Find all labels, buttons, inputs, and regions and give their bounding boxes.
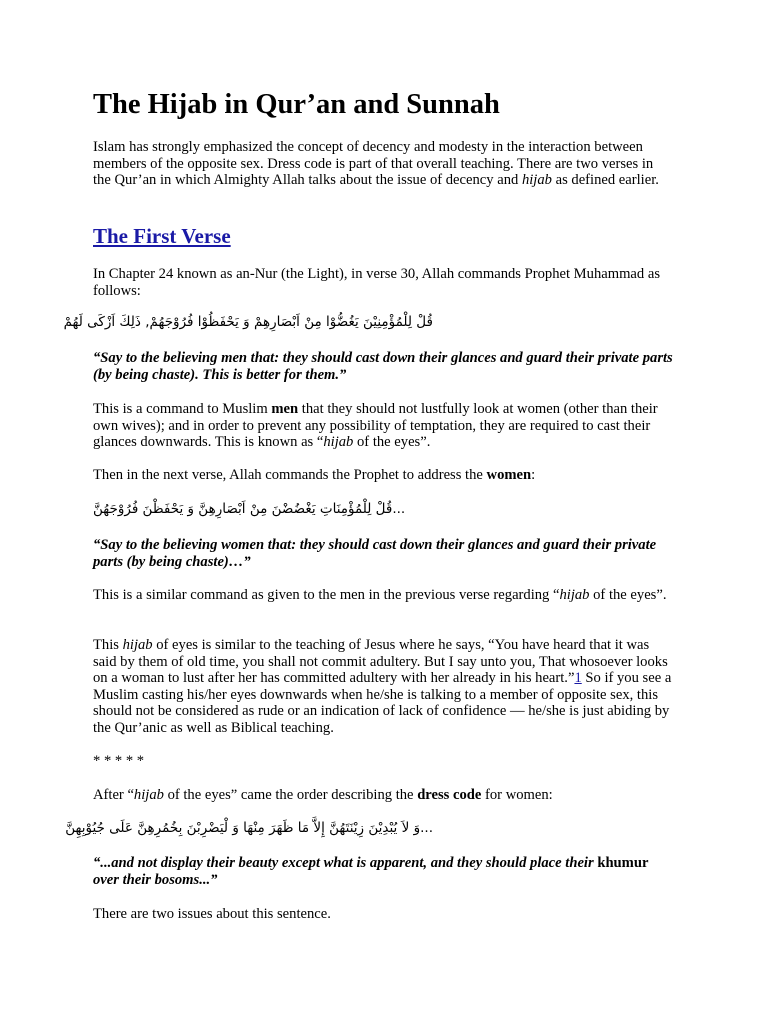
- after-bold-dress-code: dress code: [417, 787, 482, 803]
- quote3-text-a: “...and not display their beauty except what is apparent, and they should place their: [93, 855, 598, 871]
- men-paragraph: [93, 401, 673, 451]
- after-text-a: After “: [93, 787, 134, 803]
- chapter-paragraph: In Chapter 24 known as an-Nur (the Light), in verse 30, Allah commands Prophet Muhammad as follows:: [93, 266, 661, 299]
- intro-emphasis: hijab: [521, 172, 552, 188]
- page-title: The Hijab in Qur’an and Sunnah: [93, 89, 500, 120]
- next-text-c: :: [531, 467, 536, 483]
- quote3-text-c: over their bosoms...”: [93, 871, 218, 888]
- section-heading: [93, 223, 231, 249]
- separator: * * * * *: [93, 753, 145, 769]
- closing-paragraph: There are two issues about this sentence.: [93, 906, 331, 922]
- men-text-a: This is a command to Muslim: [93, 401, 272, 417]
- quote-verse-3: [93, 855, 673, 888]
- quote3-khumur: khumur: [597, 855, 649, 871]
- similar-paragraph: [93, 587, 673, 604]
- after-text-e: for women:: [481, 787, 553, 803]
- arabic-verse-2: ...قُلْ لِلْمُؤْمِنَاتِ يَغْضُضْنَ مِنْ اَبْصَارِهِنَّ وَ يَحْفَظْنَ فُرُوْجَهُنَّ: [93, 501, 406, 517]
- section-heading-link[interactable]: The First Verse: [93, 224, 231, 248]
- men-text-e: of the eyes”.: [353, 434, 431, 450]
- men-text-c: that they should not lustfully look at women (other than their own wives); and in order to prevent any possibility of temptation, they are required to cast their glances downwards. This is known as “: [93, 401, 658, 450]
- intro-text-b: as defined earlier.: [551, 172, 659, 188]
- footnote-link[interactable]: 1: [574, 670, 582, 686]
- jesus-text-c: of eyes is similar to the teaching of Jesus where he says, “You have heard that it was said by them of old time, you shall not commit adultery. But I say unto you, That whosoever looks on a woman to lust after her has committed adultery with her already in his heart.”: [93, 637, 668, 686]
- similar-text-a: This is a similar command as given to the men in the previous verse regarding “: [93, 587, 560, 603]
- next-text-a: Then in the next verse, Allah commands the Prophet to address the: [93, 467, 487, 483]
- arabic-verse-1: قُلْ لِلْمُؤْمِنِيْنَ يَغُضُّوْا مِنْ اَبْصَارِهِمْ وَ يَحْفَظُوْا فُرُوْجَهُمْ, ذَلِكَ اَزْكَى لَهُمْ: [63, 314, 433, 330]
- quote-verse-2: “Say to the believing women that: they should cast down their glances and guard their private parts (by being chaste)…”: [93, 537, 657, 570]
- jesus-paragraph: [93, 637, 673, 736]
- similar-hijab-em: hijab: [559, 587, 590, 603]
- after-hijab-em: hijab: [133, 787, 164, 803]
- intro-paragraph: [93, 139, 673, 189]
- men-hijab-em: hijab: [323, 434, 354, 450]
- similar-text-c: of the eyes”.: [589, 587, 667, 603]
- jesus-hijab-em: hijab: [122, 637, 153, 653]
- arabic-verse-3: ...وَ لاَ يُبْدِيْنَ زِيْنَتَهُنَّ إِلاَّ مَا ظَهَرَ مِنْهَا وَ لْيَضْرِبْنَ بِخُمُرِهِنَّ عَلَى جُيُوْبِهِنَّ: [65, 820, 433, 836]
- jesus-text-a: This: [93, 637, 123, 653]
- after-text-c: of the eyes” came the order describing the: [163, 787, 418, 803]
- jesus-text-d: So if you see a Muslim casting his/her eyes downwards when he/she is talking to a member of opposite sex, this should not be considered as rude or an indication of lack of confidence — he/she is just abiding by the Qur’anic as well as Biblical teaching.: [93, 670, 672, 736]
- after-paragraph: [93, 787, 673, 804]
- next-verse-paragraph: [93, 467, 673, 484]
- intro-text-a: Islam has strongly emphasized the concept of decency and modesty in the interaction between members of the opposite sex. Dress code is part of that overall teaching. There are two verses in the Qur’an in which Almighty Allah talks about the issue of decency and: [93, 139, 654, 188]
- men-bold: men: [271, 401, 299, 417]
- next-bold-women: women: [486, 467, 532, 483]
- quote-verse-1: “Say to the believing men that: they should cast down their glances and guard their private parts (by being chaste). This is better for them.”: [93, 350, 673, 383]
